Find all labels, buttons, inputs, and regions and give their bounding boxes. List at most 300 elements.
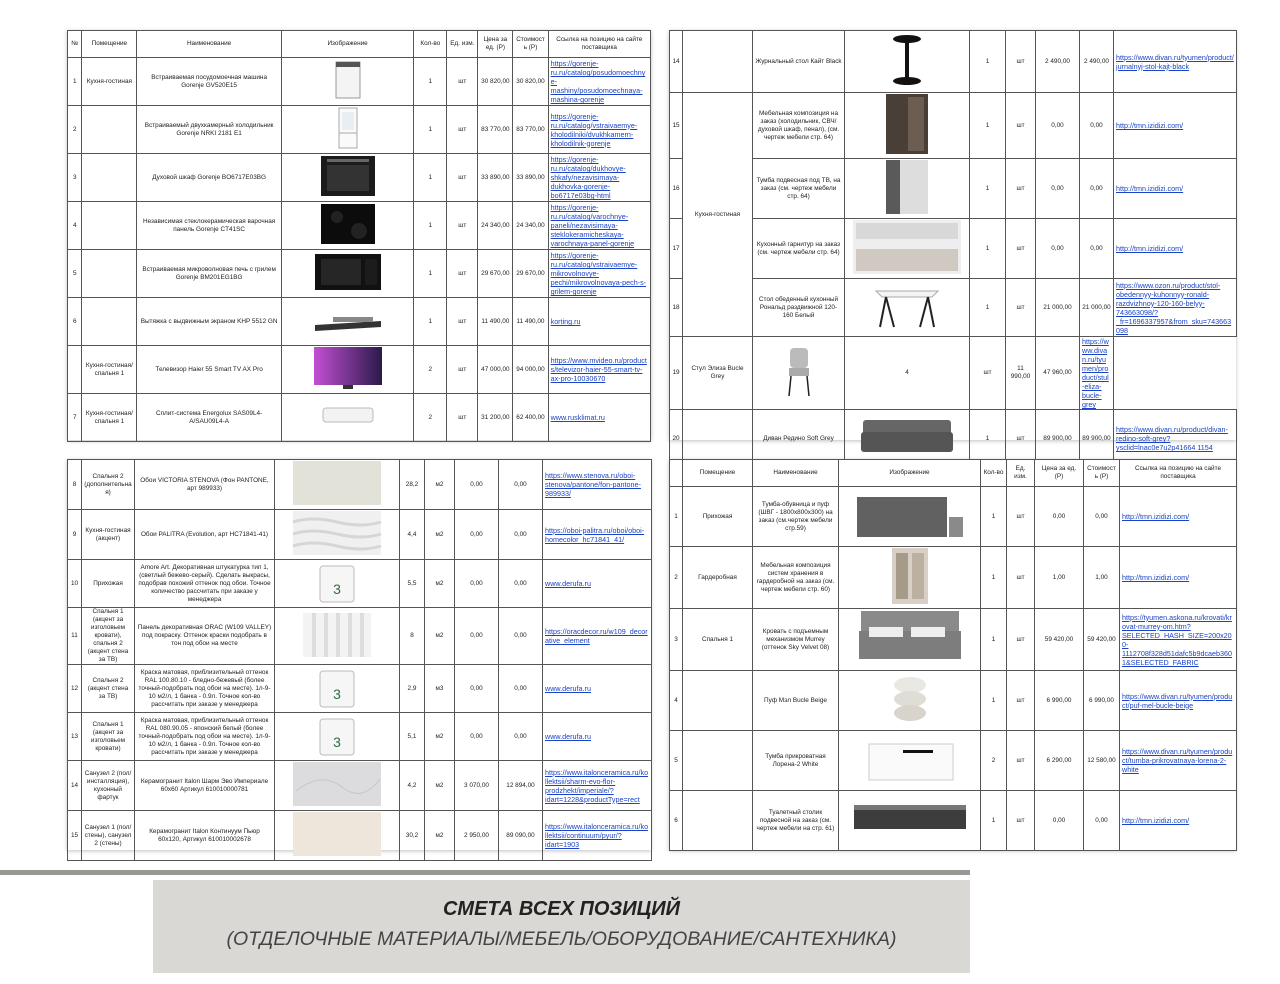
room-cell: Кухня-гостиная bbox=[82, 58, 137, 106]
table-row bbox=[68, 811, 652, 861]
item-name: Краска матовая, приблизительный оттенок RAL 080.90.05 - японский белый (более точный-подобрать под обои на месте). 1л-9-10 м2/л, 1 банка - 0.9л. Точное кол-во рассчитать при заказе у менеджера bbox=[135, 713, 275, 761]
quantity: 1 bbox=[970, 159, 1006, 219]
total-cost: 33 890,00 bbox=[513, 154, 548, 202]
microwave-image bbox=[281, 250, 413, 298]
column-header: Ссылка на позицию на сайте поставщика bbox=[548, 31, 650, 58]
quantity: 1 bbox=[981, 547, 1007, 609]
paint-bucket-image bbox=[275, 665, 400, 713]
quantity: 1 bbox=[981, 671, 1007, 731]
table-row bbox=[670, 791, 1237, 851]
total-cost: 21 000,00 bbox=[1080, 279, 1114, 337]
unit: м2 bbox=[425, 608, 455, 665]
quantity: 1 bbox=[970, 219, 1006, 279]
room-cell: Спальня 1 bbox=[683, 609, 753, 671]
kitchen-image bbox=[845, 219, 970, 279]
row-number: 3 bbox=[670, 609, 683, 671]
supplier-link[interactable]: https://gorenje-ru.ru/catalog/vstraivaemye-mikrovolnovye-pechi/mikrovolnovaya-pech-s-grilem-gorenje bbox=[548, 250, 650, 298]
item-name: Обои PALITRA (Evolution, арт HC71841-41) bbox=[135, 510, 275, 560]
table-row bbox=[68, 58, 651, 106]
unit: шт bbox=[447, 106, 478, 154]
unit-price: 31 200,00 bbox=[478, 394, 513, 442]
total-cost: 11 490,00 bbox=[513, 298, 548, 346]
table-row bbox=[670, 159, 1237, 219]
table-row bbox=[68, 298, 651, 346]
table-row bbox=[68, 460, 652, 510]
divider-line bbox=[0, 870, 970, 875]
total-cost: 0,00 bbox=[499, 560, 543, 608]
room-cell bbox=[683, 791, 753, 851]
row-number: 2 bbox=[68, 106, 82, 154]
unit-price: 0,00 bbox=[455, 560, 499, 608]
column-header: Кол-во bbox=[981, 460, 1007, 487]
column-header: Ссылка на позицию на сайте поставщика bbox=[1120, 460, 1237, 487]
room-cell: Кухня-гостиная/спальня 1 bbox=[82, 346, 137, 394]
unit-price: 0,00 bbox=[1036, 219, 1080, 279]
supplier-link[interactable]: http://tmn.izidizi.com/ bbox=[1120, 547, 1237, 609]
column-header: Наименование bbox=[753, 460, 839, 487]
marble-tile-image bbox=[275, 761, 400, 811]
dishwasher-image bbox=[281, 58, 413, 106]
row-number: 14 bbox=[670, 31, 683, 93]
total-cost: 0,00 bbox=[1084, 791, 1120, 851]
quantity: 1 bbox=[414, 58, 447, 106]
estimate-table-appliances bbox=[67, 30, 651, 440]
total-cost: 59 420,00 bbox=[1084, 609, 1120, 671]
quantity: 4,4 bbox=[400, 510, 425, 560]
row-number: 5 bbox=[68, 250, 82, 298]
unit-price: 33 890,00 bbox=[478, 154, 513, 202]
item-name: Краска матовая, приблизительный оттенок RAL 100.80.10 - бледно-бежевый (более точный-подобрать под обои на месте). 1л-9-10 м2/л, 1 банка - 0.9л. Точное кол-во рассчитать при заказе у менеджера bbox=[135, 665, 275, 713]
item-name: Стол обеденный кухонный Рональд раздвижной 120-160 Белый bbox=[753, 279, 845, 337]
unit-price: 47 000,00 bbox=[478, 346, 513, 394]
supplier-link[interactable]: https://www.ozon.ru/product/stol-obedennyy-kuhonnyy-ronald-razdvizhnoy-120-160-belyy-743663098/?_fr=1696337957&from_sku=743663098 bbox=[1114, 279, 1237, 337]
quantity: 1 bbox=[414, 106, 447, 154]
row-number: 19 bbox=[670, 337, 683, 410]
unit: шт bbox=[447, 202, 478, 250]
table-row bbox=[670, 279, 1237, 337]
unit-price: 21 000,00 bbox=[1036, 279, 1080, 337]
unit-price: 2 950,00 bbox=[455, 811, 499, 861]
unit: шт bbox=[1006, 31, 1036, 93]
room-cell bbox=[82, 298, 137, 346]
unit: шт bbox=[1006, 93, 1036, 159]
total-cost: 30 820,00 bbox=[513, 58, 548, 106]
room-cell bbox=[683, 31, 753, 93]
item-name: Панель декоративная ORAC (W109 VALLEY) под покраску. Оттенок краски подобрать в тон под обои на месте bbox=[135, 608, 275, 665]
vanity-image bbox=[839, 791, 981, 851]
unit: м3 bbox=[425, 665, 455, 713]
unit-price: 1,00 bbox=[1035, 547, 1084, 609]
table-row bbox=[68, 665, 652, 713]
unit: шт bbox=[1007, 731, 1035, 791]
supplier-link[interactable]: https://gorenje-ru.ru/catalog/posudomoechnye-mashiny/posudomoechnaya-mashina-gorenje bbox=[548, 58, 650, 106]
unit-price: 0,00 bbox=[455, 713, 499, 761]
supplier-link[interactable]: https://gorenje-ru.ru/catalog/varochnye-paneli/nezavisimaya-steklokeramicheskaya-varochnaya-panel-gorenje bbox=[548, 202, 650, 250]
row-number: 15 bbox=[68, 811, 82, 861]
room-cell: Гардеробная bbox=[683, 547, 753, 609]
unit: м2 bbox=[425, 510, 455, 560]
chair-image bbox=[753, 337, 845, 410]
table-row bbox=[68, 202, 651, 250]
unit: шт bbox=[1007, 791, 1035, 851]
item-name: Тумба-обувница и пуф (ШВГ - 1800х800х300) на заказ (см.чертеж мебели стр.59) bbox=[753, 487, 839, 547]
unit: м2 bbox=[425, 560, 455, 608]
fridge-image bbox=[281, 106, 413, 154]
row-number: 13 bbox=[68, 713, 82, 761]
room-cell bbox=[82, 250, 137, 298]
item-name: Духовой шкаф Gorenje BO6717E03BG bbox=[137, 154, 282, 202]
tv-unit-image bbox=[845, 159, 970, 219]
row-number: 6 bbox=[68, 298, 82, 346]
item-name: Стул Элиза Bucle Grey bbox=[683, 337, 753, 410]
room-cell: Спальня 1 (акцент за изголовьем кровати), спальня 2 (акцент стена за ТВ) bbox=[82, 608, 135, 665]
total-cost: 62 400,00 bbox=[513, 394, 548, 442]
item-name: Встраиваемый двухкамерный холодильник Gorenje NRKI 2181 E1 bbox=[137, 106, 282, 154]
total-cost: 89 090,00 bbox=[499, 811, 543, 861]
quantity: 1 bbox=[981, 487, 1007, 547]
item-name: Вытяжка с выдвижным экраном KHP 5512 GN bbox=[137, 298, 282, 346]
total-cost: 12 580,00 bbox=[1084, 731, 1120, 791]
quantity: 8 bbox=[400, 608, 425, 665]
total-cost: 0,00 bbox=[1080, 219, 1114, 279]
total-cost: 47 960,00 bbox=[1036, 337, 1080, 410]
unit: шт bbox=[970, 337, 1006, 410]
supplier-link[interactable]: http://tmn.izidizi.com/ bbox=[1120, 487, 1237, 547]
unit-price: 6 290,00 bbox=[1035, 731, 1084, 791]
supplier-link[interactable]: https://www.divan.ru/tyumen/product/puf-mel-bucle-beige bbox=[1120, 671, 1237, 731]
supplier-link[interactable]: http://tmn.izidizi.com/ bbox=[1114, 219, 1237, 279]
supplier-link[interactable]: https://www.divan.ru/tyumen/product/jurnalnyj-stol-kajt-black bbox=[1114, 31, 1237, 93]
item-name: Встраиваемая микроволновая печь с грилем Gorenje BM201EG1BG bbox=[137, 250, 282, 298]
unit: м2 bbox=[425, 761, 455, 811]
unit: шт bbox=[1007, 609, 1035, 671]
table-row bbox=[68, 154, 651, 202]
row-number: 20 bbox=[670, 410, 683, 468]
quantity: 2,9 bbox=[400, 665, 425, 713]
item-name: Независимая стеклокерамическая варочная панель Gorenje CT41SC bbox=[137, 202, 282, 250]
item-name: Сплит-система Energolux SAS09L4-A/SAU09L4-A bbox=[137, 394, 282, 442]
room-cell bbox=[82, 154, 137, 202]
supplier-link[interactable]: http://tmn.izidizi.com/ bbox=[1114, 93, 1237, 159]
row-number: 17 bbox=[670, 219, 683, 279]
unit: м2 bbox=[425, 460, 455, 510]
row-number: 6 bbox=[670, 791, 683, 851]
unit-price: 6 990,00 bbox=[1035, 671, 1084, 731]
unit: шт bbox=[447, 394, 478, 442]
quantity: 2 bbox=[414, 346, 447, 394]
unit-price: 3 070,00 bbox=[455, 761, 499, 811]
supplier-link[interactable]: www.rusklimat.ru bbox=[548, 394, 650, 442]
supplier-link[interactable]: https://www.stenova.ru/oboi-stenova/pantone/fon-pantone-989933/ bbox=[543, 460, 652, 510]
tall-cabinet-image bbox=[845, 93, 970, 159]
wallpaper-wave-image bbox=[275, 510, 400, 560]
room-cell: Прихожая bbox=[82, 560, 135, 608]
total-cost: 6 990,00 bbox=[1084, 671, 1120, 731]
total-cost: 0,00 bbox=[499, 608, 543, 665]
nightstand-image bbox=[839, 731, 981, 791]
supplier-link[interactable]: http://tmn.izidizi.com/ bbox=[1114, 159, 1237, 219]
unit: шт bbox=[1006, 279, 1036, 337]
item-name: Кровать с подъемным механизмом Murrey (оттенок Sky Velvet 08) bbox=[753, 609, 839, 671]
unit: м2 bbox=[425, 811, 455, 861]
column-header: Изображение bbox=[839, 460, 981, 487]
unit-price: 0,00 bbox=[455, 608, 499, 665]
quantity: 30,2 bbox=[400, 811, 425, 861]
supplier-link[interactable]: https://gorenje-ru.ru/catalog/dukhovye-shkafy/nezavisimaya-dukhovka-gorenje-bo6717e03bg-html bbox=[548, 154, 650, 202]
item-name: Amore Art. Декоративная штукатурка тип 1, (светлый бежево-серый). Сделать выкрасы, подобрав похожий оттенок под обои. Точное количество рассчитать при заказе у менеджера bbox=[135, 560, 275, 608]
total-cost: 0,00 bbox=[499, 510, 543, 560]
row-number: 18 bbox=[670, 279, 683, 337]
table-row bbox=[670, 31, 1237, 93]
column-header: Изображение bbox=[281, 31, 413, 58]
table-row bbox=[68, 510, 652, 560]
oven-image bbox=[281, 154, 413, 202]
supplier-link[interactable]: https://www.divan.ru/product/divan-redino-soft-grey?ysclid=lnac0e7u2p41664 1154 bbox=[1114, 410, 1237, 468]
item-name: Диван Редино Soft Grey bbox=[753, 410, 845, 468]
unit: шт bbox=[447, 298, 478, 346]
wallpaper-plain-image bbox=[275, 460, 400, 510]
quantity: 1 bbox=[414, 250, 447, 298]
unit-price: 11 490,00 bbox=[478, 298, 513, 346]
tv-image bbox=[281, 346, 413, 394]
room-cell: Кухня-гостиная (акцент) bbox=[82, 510, 135, 560]
quantity: 1 bbox=[970, 93, 1006, 159]
table-row bbox=[68, 761, 652, 811]
row-number: 16 bbox=[670, 159, 683, 219]
table-header bbox=[68, 31, 651, 58]
item-name: Керамогранит Italon Континуум Пьюр 60х120, Артикул 610010002678 bbox=[135, 811, 275, 861]
item-name: Тумба прикроватная Лорена-2 White bbox=[753, 731, 839, 791]
unit-price: 2 490,00 bbox=[1036, 31, 1080, 93]
total-cost: 94 000,00 bbox=[513, 346, 548, 394]
row-number: 3 bbox=[68, 154, 82, 202]
supplier-link[interactable]: https://www.italonceramica.ru/kollektsii/continuum/pyur/?idart=1903 bbox=[543, 811, 652, 861]
row-number: 12 bbox=[68, 665, 82, 713]
quantity: 4,2 bbox=[400, 761, 425, 811]
unit-price: 30 820,00 bbox=[478, 58, 513, 106]
table-row bbox=[68, 608, 652, 665]
unit: шт bbox=[447, 58, 478, 106]
room-cell: Прихожая bbox=[683, 487, 753, 547]
wardrobe-image bbox=[839, 547, 981, 609]
quantity: 1 bbox=[981, 609, 1007, 671]
table-row bbox=[68, 250, 651, 298]
table-row bbox=[68, 713, 652, 761]
total-cost: 83 770,00 bbox=[513, 106, 548, 154]
quantity: 28,2 bbox=[400, 460, 425, 510]
plaster-bucket-image bbox=[275, 560, 400, 608]
total-cost: 12 894,00 bbox=[499, 761, 543, 811]
column-header: Стоимость (Р) bbox=[1084, 460, 1120, 487]
unit: шт bbox=[1007, 547, 1035, 609]
supplier-link[interactable]: https://tyumen.askona.ru/krovati/krovat-murrey-om.htm?SELECTED_HASH_SIZE=200x200-1112708f328d51dafc5b9dcaeb3601&SELECTED_FABRIC bbox=[1120, 609, 1237, 671]
unit: шт bbox=[1007, 487, 1035, 547]
item-name: Пуф Мэл Bucle Beige bbox=[753, 671, 839, 731]
table-row bbox=[670, 337, 1237, 410]
quantity: 2 bbox=[981, 731, 1007, 791]
unit: м2 bbox=[425, 713, 455, 761]
unit-price: 0,00 bbox=[455, 665, 499, 713]
unit-price: 59 420,00 bbox=[1035, 609, 1084, 671]
quantity: 1 bbox=[970, 410, 1006, 468]
unit-price: 0,00 bbox=[1036, 93, 1080, 159]
room-cell: Санузел 2 (пол/инсталляция), кухонный фартук bbox=[82, 761, 135, 811]
svg-text:3: 3 bbox=[333, 581, 341, 597]
table-row bbox=[670, 671, 1237, 731]
table-row bbox=[670, 219, 1237, 279]
table-row bbox=[68, 394, 651, 442]
supplier-link[interactable]: https://www.mvideo.ru/products/televizor-haier-55-smart-tv-ax-pro-10030670 bbox=[548, 346, 650, 394]
supplier-link[interactable]: www.derufa.ru bbox=[543, 713, 652, 761]
row-number: 5 bbox=[670, 731, 683, 791]
column-header: Наименование bbox=[137, 31, 282, 58]
item-name: Мебельная композиция на заказ (холодильник, СВЧ/духовой шкаф, пенал), (см. чертеж мебели стр. 64) bbox=[753, 93, 845, 159]
shoe-cabinet-image bbox=[839, 487, 981, 547]
unit: шт bbox=[1006, 159, 1036, 219]
column-header: Цена за ед. (Р) bbox=[478, 31, 513, 58]
table-row bbox=[68, 560, 652, 608]
row-number: 11 bbox=[68, 608, 82, 665]
row-number: 8 bbox=[68, 460, 82, 510]
item-name: Телевизор Haier 55 Smart TV AX Pro bbox=[137, 346, 282, 394]
total-cost: 0,00 bbox=[499, 665, 543, 713]
quantity: 1 bbox=[970, 279, 1006, 337]
column-header: Стоимость (Р) bbox=[513, 31, 548, 58]
total-cost: 0,00 bbox=[499, 713, 543, 761]
column-header: Помещение bbox=[82, 31, 137, 58]
column-header: Кол-во bbox=[414, 31, 447, 58]
room-cell: Спальня 1 (акцент за изголовьем кровати) bbox=[82, 713, 135, 761]
room-cell bbox=[683, 731, 753, 791]
column-header: Помещение bbox=[683, 460, 753, 487]
row-number: 4 bbox=[670, 671, 683, 731]
room-cell bbox=[82, 106, 137, 154]
row-number bbox=[68, 346, 82, 394]
quantity: 1 bbox=[981, 791, 1007, 851]
unit: шт bbox=[1006, 219, 1036, 279]
dining-table-image bbox=[845, 279, 970, 337]
room-cell bbox=[82, 202, 137, 250]
row-number: 14 bbox=[68, 761, 82, 811]
supplier-link[interactable]: https://gorenje-ru.ru/catalog/vstraivaemye-kholodilniki/dvukhkamern-kholodilnik-gorenje bbox=[548, 106, 650, 154]
unit-price: 0,00 bbox=[1036, 159, 1080, 219]
row-number: 2 bbox=[670, 547, 683, 609]
item-name: Туалетный столик подвесной на заказ (см. чертеж мебели на стр. 61) bbox=[753, 791, 839, 851]
table-row bbox=[670, 609, 1237, 671]
unit-price: 0,00 bbox=[1035, 487, 1084, 547]
total-cost: 2 490,00 bbox=[1080, 31, 1114, 93]
room-cell: Спальня 2 (акцент стена за ТВ) bbox=[82, 665, 135, 713]
item-name: Тумба подвесная под ТВ, на заказ (см. чертеж мебели стр. 64) bbox=[753, 159, 845, 219]
unit: шт bbox=[1006, 410, 1036, 468]
supplier-link[interactable]: www.derufa.ru bbox=[543, 560, 652, 608]
hood-image bbox=[281, 298, 413, 346]
row-number: 1 bbox=[68, 58, 82, 106]
column-header: Цена за ед. (Р) bbox=[1035, 460, 1084, 487]
row-number: 4 bbox=[68, 202, 82, 250]
row-number: 9 bbox=[68, 510, 82, 560]
table-row bbox=[670, 93, 1237, 159]
room-cell bbox=[683, 671, 753, 731]
column-header: № bbox=[68, 31, 82, 58]
supplier-link[interactable]: https://www.italonceramica.ru/kollektsii/sharm-evo-flor-prodzhekt/imperiale/?idart=1228&productType=rect bbox=[543, 761, 652, 811]
unit-price: 24 340,00 bbox=[478, 202, 513, 250]
unit-price: 83 770,00 bbox=[478, 106, 513, 154]
ac-image bbox=[281, 394, 413, 442]
table-row bbox=[670, 731, 1237, 791]
estimate-table-finishing bbox=[67, 459, 651, 850]
estimate-table-bedroom bbox=[669, 459, 1236, 850]
paint-bucket-image bbox=[275, 713, 400, 761]
supplier-link[interactable]: http://tmn.izidizi.com/ bbox=[1120, 791, 1237, 851]
unit: шт bbox=[447, 250, 478, 298]
supplier-link[interactable]: korting.ru bbox=[548, 298, 650, 346]
row-number: 15 bbox=[670, 93, 683, 159]
supplier-link[interactable]: https://www.divan.ru/tyumen/product/stul-eliza-bucle-grey bbox=[1080, 337, 1114, 410]
quantity: 1 bbox=[414, 298, 447, 346]
total-cost: 0,00 bbox=[1080, 159, 1114, 219]
row-number: 10 bbox=[68, 560, 82, 608]
column-header: Ед. изм. bbox=[447, 31, 478, 58]
supplier-link[interactable]: https://www.divan.ru/tyumen/product/tumba-prikrovatnaya-lorena-2-white bbox=[1120, 731, 1237, 791]
quantity: 2 bbox=[414, 394, 447, 442]
table-row bbox=[68, 346, 651, 394]
item-name: Керамогранит Italon Шарм Эво Империале 60х60 Артикул 610010000781 bbox=[135, 761, 275, 811]
hob-image bbox=[281, 202, 413, 250]
coffee-table-image bbox=[845, 31, 970, 93]
quantity: 4 bbox=[845, 337, 970, 410]
page-title: СМЕТА ВСЕХ ПОЗИЦИЙ bbox=[442, 898, 681, 920]
table-row bbox=[670, 547, 1237, 609]
total-cost: 0,00 bbox=[499, 460, 543, 510]
quantity: 1 bbox=[414, 202, 447, 250]
quantity: 1 bbox=[414, 154, 447, 202]
row-number: 1 bbox=[670, 487, 683, 547]
page-subtitle: (ОТДЕЛОЧНЫЕ МАТЕРИАЛЫ/МЕБЕЛЬ/ОБОРУДОВАНИЕ/САНТЕХНИКА) bbox=[226, 928, 897, 950]
quantity: 5,1 bbox=[400, 713, 425, 761]
panel-image bbox=[275, 608, 400, 665]
unit-price: 0,00 bbox=[1035, 791, 1084, 851]
table-header bbox=[670, 460, 1237, 487]
supplier-link[interactable]: https://oracdecor.ru/w109_decorative_element bbox=[543, 608, 652, 665]
room-cell: Санузел 1 (пол/стены), санузел 2 (стены) bbox=[82, 811, 135, 861]
room-cell: Кухня-гостиная bbox=[683, 93, 753, 337]
total-cost: 0,00 bbox=[1084, 487, 1120, 547]
title-banner bbox=[153, 880, 970, 973]
item-name: Кухонный гарнитур на заказ (см. чертеж мебели стр. 64) bbox=[753, 219, 845, 279]
item-name: Журнальный стол Кайт Black bbox=[753, 31, 845, 93]
supplier-link[interactable]: https://oboi-palitra.ru/oboi/oboi-homecolor_hc71841_41/ bbox=[543, 510, 652, 560]
table-row bbox=[68, 106, 651, 154]
room-cell: Кухня-гостиная/спальня 1 bbox=[82, 394, 137, 442]
item-name: Мебельная композиция систем хранения в гардеробной на заказ (см. чертеж мебели стр. 60) bbox=[753, 547, 839, 609]
svg-text:3: 3 bbox=[333, 734, 341, 750]
pouf-image bbox=[839, 671, 981, 731]
unit-price: 29 670,00 bbox=[478, 250, 513, 298]
bed-image bbox=[839, 609, 981, 671]
supplier-link[interactable]: www.derufa.ru bbox=[543, 665, 652, 713]
column-header-number bbox=[670, 460, 683, 487]
unit: шт bbox=[447, 346, 478, 394]
quantity: 1 bbox=[970, 31, 1006, 93]
quantity: 5,5 bbox=[400, 560, 425, 608]
room-cell: Спальня 2 (дополнительная) bbox=[82, 460, 135, 510]
unit-price: 0,00 bbox=[455, 510, 499, 560]
total-cost: 0,00 bbox=[1080, 93, 1114, 159]
unit: шт bbox=[447, 154, 478, 202]
item-name: Встраиваемая посудомоечная машина Gorenje GV520E15 bbox=[137, 58, 282, 106]
unit-price: 89 900,00 bbox=[1036, 410, 1080, 468]
